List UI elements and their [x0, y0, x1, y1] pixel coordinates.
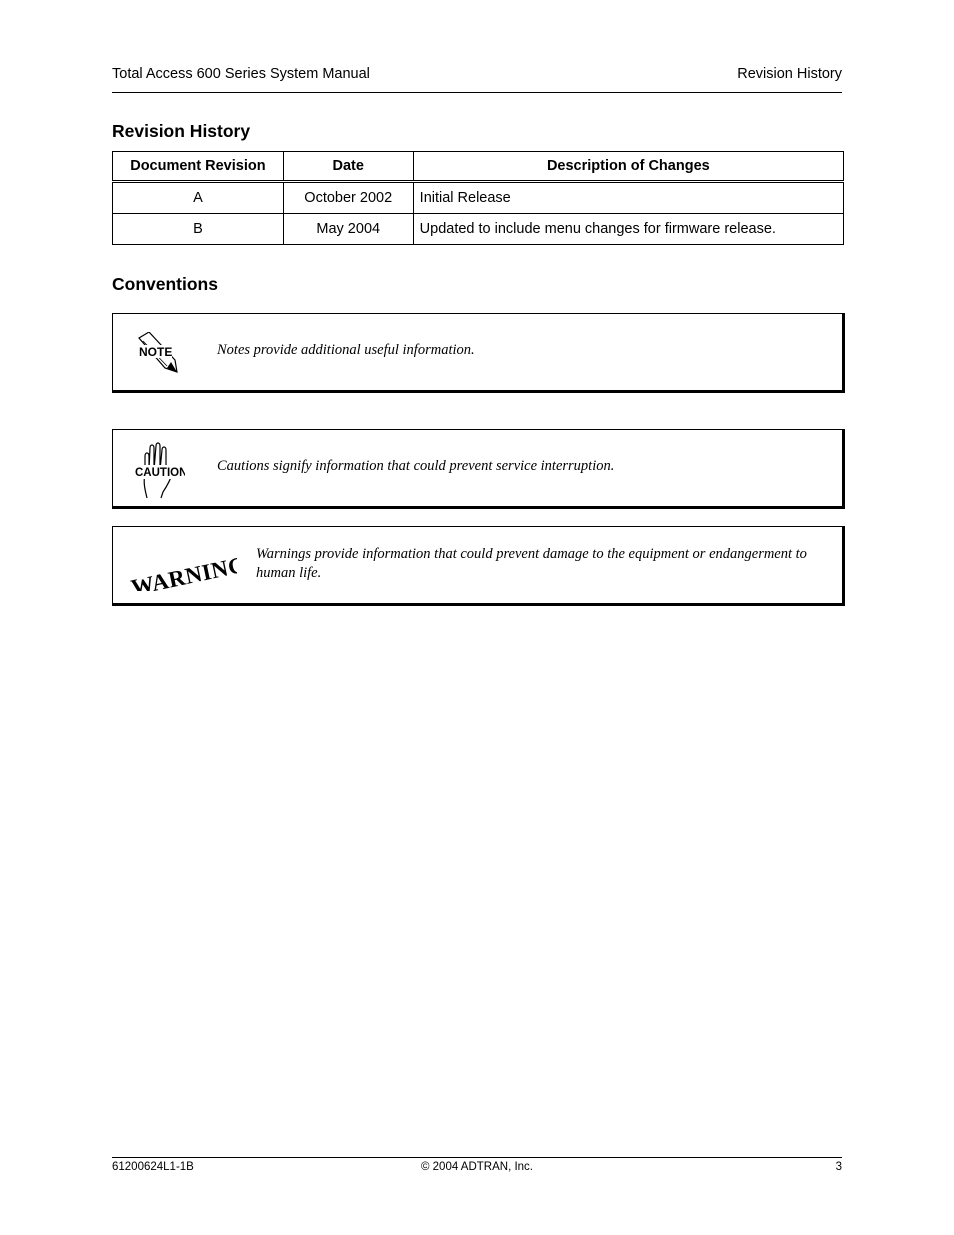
table-row: [113, 182, 844, 214]
footer-page-number: 3: [835, 1161, 842, 1173]
description-cell: Updated to include menu changes for firmware release.: [413, 214, 843, 245]
header-section-title: Revision History: [737, 66, 842, 82]
caution-icon-label: CAUTION: [135, 467, 185, 479]
footer-copyright: © 2004 ADTRAN, Inc.: [420, 1161, 534, 1173]
date-cell: October 2002: [283, 182, 413, 214]
caution-icon: [133, 442, 185, 507]
footer-document-number: 61200624L1-1B: [112, 1161, 194, 1173]
note-icon: [135, 332, 185, 381]
note-box: [112, 313, 845, 393]
header-manual-title: Total Access 600 Series System Manual: [112, 66, 370, 82]
revision-history-heading: Revision History: [112, 121, 251, 141]
page-header: [112, 66, 842, 82]
caution-box: [112, 429, 845, 509]
revision-cell: B: [113, 214, 284, 245]
footer-rule: [112, 1157, 842, 1158]
note-icon-label: NOTE: [139, 345, 173, 359]
table-header-row: [113, 152, 844, 182]
table-row: [113, 214, 844, 245]
caution-text: Cautions signify information that could prevent service interruption.: [217, 458, 615, 474]
column-header-date: Date: [283, 152, 413, 182]
header-rule: [112, 92, 842, 93]
warning-icon: [125, 547, 237, 596]
column-header-document-revision: Document Revision: [113, 152, 284, 182]
revision-cell: A: [113, 182, 284, 214]
revision-history-table: [112, 151, 844, 245]
date-cell: May 2004: [283, 214, 413, 245]
warning-box: [112, 526, 845, 606]
warning-icon-label: WARNING: [128, 551, 237, 591]
description-cell: Initial Release: [413, 182, 843, 214]
column-header-description: Description of Changes: [413, 152, 843, 182]
note-text: Notes provide additional useful information.: [217, 342, 475, 358]
conventions-heading: Conventions: [112, 274, 218, 294]
warning-text: Warnings provide information that could prevent damage to the equipment or endangerment to human life.: [256, 546, 807, 581]
